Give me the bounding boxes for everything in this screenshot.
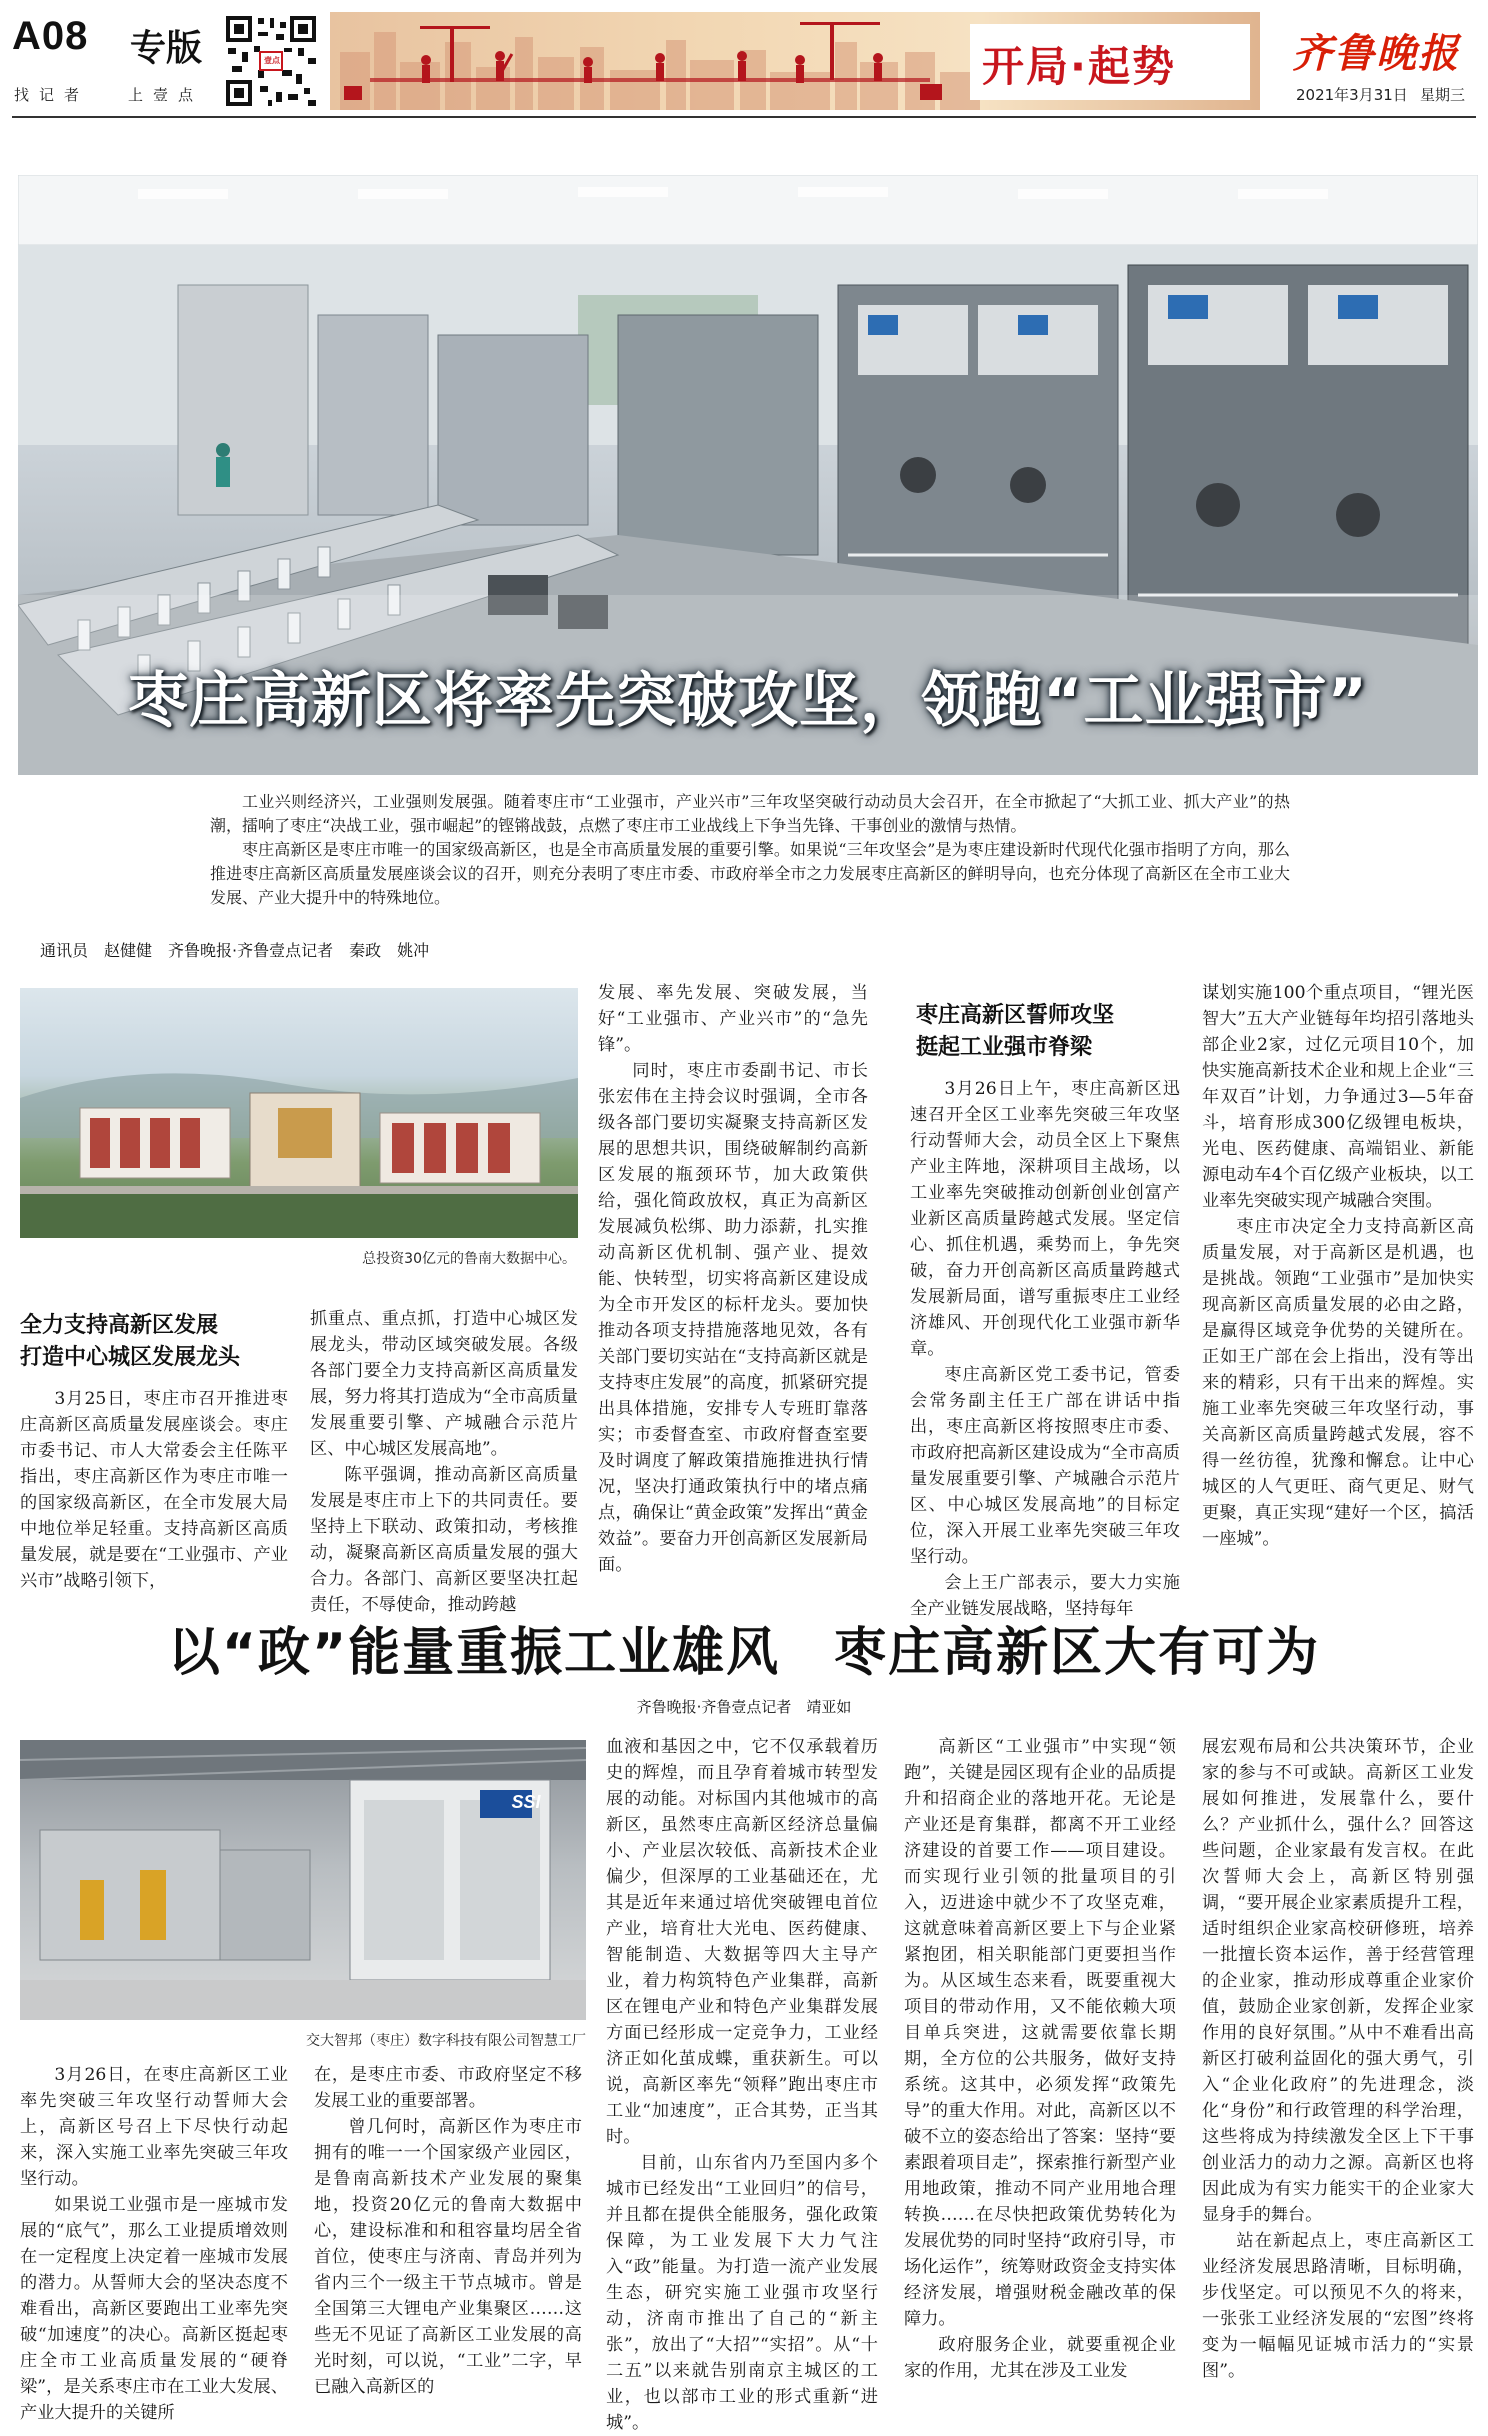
subheading-2-line: 枣庄高新区誓师攻坚 [916, 1003, 1115, 1028]
article2-col5 [1202, 1734, 1474, 2384]
article1-col4 [910, 1076, 1180, 1622]
banner-title: 开局·起势 [982, 42, 1176, 91]
paragraph: 目前，山东省内乃至国内多个城市已经发出“工业回归”的信号，并且都在提供全能服务，强化政策保障，为工业发展下大力气注入“政”能量。为打造一流产业发展生态，研究实施工业强市攻坚行动，济南市推出了自己的“新主张”，放出了“大招”“实招”。从“十二五”以来就告别南京主城区的工业，也以部市工业的形式重新“进城”。 [606, 2153, 878, 2433]
issue-weekday: 星期三 [1420, 86, 1466, 104]
paper-masthead: 齐鲁晚报 [1292, 30, 1460, 77]
article1-col2 [310, 1306, 578, 1618]
header-rule [12, 116, 1476, 118]
photo1-caption: 总投资30亿元的鲁南大数据中心。 [362, 1251, 576, 1267]
subheading-1 [20, 1310, 280, 1374]
machine-brand-label: SSI [511, 1792, 541, 1812]
article2-col1 [20, 2062, 288, 2426]
smart-factory-photo [20, 1740, 586, 2020]
paragraph: 谋划实施100个重点项目，“锂光医智大”五大产业链每年均招引落地头部企业2家，过亿元项目10个，加快实施高新技术企业和规上企业“三年双百”计划，力争通过3—5年奋斗，培育形成300亿级锂电板块，光电、医药健康、高端铝业、新能源电动车4个百亿级产业板块，以工业率先突破实现产城融合突围。 [1202, 983, 1474, 1211]
article1-byline: 通讯员 赵健健 齐鲁晚报·齐鲁壹点记者 秦政 姚冲 [40, 941, 430, 960]
subheading-1-line: 全力支持高新区发展 [20, 1313, 219, 1338]
article2-col2 [314, 2062, 582, 2400]
hero-headline: 枣庄高新区将率先突破攻坚，领跑“工业强市” [128, 666, 1368, 736]
paragraph: 3月25日，枣庄市召开推进枣庄高新区高质量发展座谈会。枣庄市委书记、市人大常委会主任陈平指出，枣庄高新区作为枣庄市唯一的国家级高新区，在全市发展大局中地位举足轻重。支持高新区高质量发展，就是要在“工业强市、产业兴市”战略引领下， [20, 1389, 288, 1591]
qr-label: 壹点 [264, 56, 280, 65]
header-banner [330, 12, 1260, 110]
paragraph: 陈平强调，推动高新区高质量发展是枣庄市上下的共同责任。要坚持上下联动、政策扣动，考核推动，凝聚高新区高质量发展的强大合力。各部门、高新区要坚决扛起责任，不辱使命，推动跨越 [310, 1465, 578, 1615]
photo2-caption: 交大智邦（枣庄）数字科技有限公司智慧工厂 [306, 2033, 586, 2049]
paragraph: 枣庄高新区党工委书记，管委会常务副主任王广部在讲话中指出，枣庄高新区将按照枣庄市委、市政府把高新区建设成为“全市高质量发展重要引擎、产城融合示范片区、中心城区发展高地”的目标定位，深入开展工业率先突破三年攻坚行动。 [910, 1365, 1180, 1567]
article1-lead [210, 790, 1290, 910]
issue-date: 2021年3月31日 [1296, 86, 1408, 104]
paragraph: 在，是枣庄市委、市政府坚定不移发展工业的重要部署。 [314, 2065, 582, 2111]
paragraph: 发展、率先发展、突破发展，当好“工业强市、产业兴市”的“急先锋”。 [598, 983, 868, 1055]
paragraph: 抓重点、重点抓，打造中心城区发展龙头，带动区域突破发展。各级各部门要全力支持高新区高质量发展，努力将其打造成为“全市高质量发展重要引擎、产城融合示范片区、中心城区发展高地”。 [310, 1309, 578, 1459]
subheading-1-line: 打造中心城区发展龙头 [20, 1345, 241, 1370]
paragraph: 高新区“工业强市”中实现“领跑”，关键是园区现有企业的品质提升和招商企业的落地开花。无论是产业还是育集群，都离不开工业经济建设的首要工作——项目建设。而实现行业引领的批量项目的引入，迈进途中就少不了攻坚克难，这就意味着高新区要上下与企业紧紧抱团，相关职能部门更要担当作为。从区域生态来看，既要重视大项目的带动作用，又不能依赖大项目单兵突进，这就需要依靠长期期，全方位的公共服务，做好支持系统。这其中，必须发挥“政策先导”的重大作用。对此，高新区以不破不立的姿态给出了答案：坚持“要素跟着项目走”，探索推行新型产业用地政策，推动不同产业用地合理转换……在尽快把政策优势转化为发展优势的同时坚持“政府引导，市场化运作”，统筹财政资金支持实体经济发展，增强财税金融改革的保障力。 [904, 1737, 1176, 2329]
article2-col3 [606, 1734, 878, 2436]
article2-headline: 以“政”能量重振工业雄风 枣庄高新区大有可为 [167, 1623, 1321, 1683]
hero-factory-photo [18, 175, 1478, 775]
paragraph: 会上王广部表示，要大力实施全产业链发展战略，坚持每年 [910, 1573, 1180, 1619]
paragraph: 站在新起点上，枣庄高新区工业经济发展思路清晰，目标明确，步伐坚定。可以预见不久的将来，一张张工业经济发展的“宏图”终将变为一幅幅见证城市活力的“实景图”。 [1202, 2231, 1474, 2381]
article2-byline: 齐鲁晚报·齐鲁壹点记者 靖亚如 [636, 1698, 852, 1716]
lead-paragraph: 枣庄高新区是枣庄市唯一的国家级高新区，也是全市高质量发展的重要引擎。如果说“三年攻坚会”是为枣庄建设新时代现代化强市指明了方向，那么推进枣庄高新区高质量发展座谈会议的召开，则充分表明了枣庄市委、市政府举全市之力发展枣庄高新区的鲜明导向，也充分体现了高新区在全市工业大发展、产业大提升中的特殊地位。 [210, 840, 1290, 907]
lead-paragraph: 工业兴则经济兴，工业强则发展强。随着枣庄市“工业强市，产业兴市”三年攻坚突破行动动员大会召开，在全市掀起了“大抓工业、抓大产业”的热潮，擂响了枣庄“决战工业，强市崛起”的铿锵战鼓，点燃了枣庄市工业战线上下争当先锋、干事创业的激情与热情。 [210, 792, 1290, 835]
subheading-2 [916, 1000, 1176, 1064]
slogan-left: 找记者 [14, 86, 90, 104]
qr-code[interactable] [224, 14, 318, 108]
paragraph: 枣庄市决定全力支持高新区高质量发展，对于高新区是机遇，也是挑战。领跑“工业强市”是加快实现高新区高质量发展的必由之路，是赢得区域竞争优势的关键所在。正如王广部在会上指出，没有等出来的精彩，只有干出来的辉煌。实施工业率先突破三年攻坚行动，事关高新区高质量跨越式发展，容不得一丝彷徨，犹豫和懈怠。让中心城区的人气更旺、商气更足、财气更聚，真正实现“建好一个区，搞活一座城”。 [1202, 1217, 1474, 1549]
paragraph: 3月26日，在枣庄高新区工业率先突破三年攻坚行动誓师大会上，高新区号召上下尽快行动起来，深入实施工业率先突破三年攻坚行动。 [20, 2065, 288, 2189]
paragraph: 政府服务企业，就要重视企业家的作用，尤其在涉及工业发 [904, 2335, 1176, 2381]
section-label: 专版 [130, 28, 203, 69]
page-number: A08 [12, 14, 89, 58]
paragraph: 如果说工业强市是一座城市发展的“底气”，那么工业提质增效则在一定程度上决定着一座城市发展的潜力。从誓师大会的坚决态度不难看出，高新区要跑出工业率先突破“加速度”的决心。高新区挺起枣庄全市工业高质量发展的“硬脊梁”，是关系枣庄市在工业大发展、产业大提升的关键所 [20, 2195, 288, 2423]
paragraph: 3月26日上午，枣庄高新区迅速召开全区工业率先突破三年攻坚行动誓师大会，动员全区上下聚焦产业主阵地，深耕项目主战场，以工业率先突破推动创新创业创富产业新区高质量跨越式发展。坚定信心、抓住机遇，乘势而上，争先突破，奋力开创高新区高质量跨越式发展新局面，谱写重振枣庄工业经济雄风、开创现代化工业强市新华章。 [910, 1079, 1180, 1359]
paragraph: 血液和基因之中，它不仅承载着历史的辉煌，而且孕育着城市转型发展的动能。对标国内其他城市的高新区，虽然枣庄高新区经济总量偏小、产业层次较低、高新技术企业偏少，但深厚的工业基础还在，尤其是近年来通过培优突破锂电首位产业，培育壮大光电、医药健康、智能制造、大数据等四大主导产业，着力构筑特色产业集群，高新区在锂电产业和特色产业集群发展方面已经形成一定竞争力，工业经济正如化茧成蝶，重获新生。可以说，高新区率先“领释”跑出枣庄市工业“加速度”，正合其势，正当其时。 [606, 1737, 878, 2147]
article1-col5 [1202, 980, 1474, 1552]
article1-col3 [598, 980, 868, 1578]
article2-col4 [904, 1734, 1176, 2384]
data-center-photo [20, 988, 578, 1238]
paragraph: 展宏观布局和公共决策环节，企业家的参与不可或缺。高新区工业发展如何推进，发展靠什么，要什么？产业抓什么，强什么？回答这些问题，企业家最有发言权。在此次誓师大会上，高新区特别强调，“要开展企业家素质提升工程，适时组织企业家高校研修班，培养一批擅长资本运作，善于经营管理的企业家，推动形成尊重企业家价值，鼓励企业家创新，发挥企业家作用的良好氛围。”从中不难看出高新区打破利益固化的强大勇气，引入“企业化政府”的先进理念，淡化“身份”和行政管理的科学治理，这些将成为持续激发全区上下干事创业活力的动力之源。高新区也将因此成为有实力能实干的企业家大显身手的舞台。 [1202, 1737, 1474, 2225]
slogan-right: 上壹点 [128, 86, 204, 104]
paragraph: 同时，枣庄市委副书记、市长张宏伟在主持会议时强调，全市各级各部门要切实凝聚支持高新区发展的思想共识，围绕破解制约高新区发展的瓶颈环节，加大政策供给，强化简政放权，真正为高新区发展减负松绑、助力添薪，扎实推动高新区优机制、强产业、提效能、快转型，切实将高新区建设成为全市开发区的标杆龙头。要加快推动各项支持措施落地见效，各有关部门要切实站在“支持高新区就是支持枣庄发展”的高度，抓紧研究提出具体措施，安排专人专班盯靠落实；市委督查室、市政府督查室要及时调度了解政策措施推进执行情况，坚决打通政策执行中的堵点痛点，确保让“黄金政策”发挥出“黄金效益”。要奋力开创高新区发展新局面。 [598, 1061, 868, 1575]
article1-col1 [20, 1386, 288, 1594]
subheading-2-line: 挺起工业强市脊梁 [916, 1035, 1093, 1060]
paragraph: 曾几何时，高新区作为枣庄市拥有的唯一一个国家级产业园区，是鲁南高新技术产业发展的聚集地，投资20亿元的鲁南大数据中心，建设标准和和租容量均居全省首位，使枣庄与济南、青岛并列为省内三个一级主干节点城市。曾是全国第三大锂电产业集聚区……这些无不见证了高新区工业发展的高光时刻，可以说，“工业”二字，早已融入高新区的 [314, 2117, 582, 2397]
